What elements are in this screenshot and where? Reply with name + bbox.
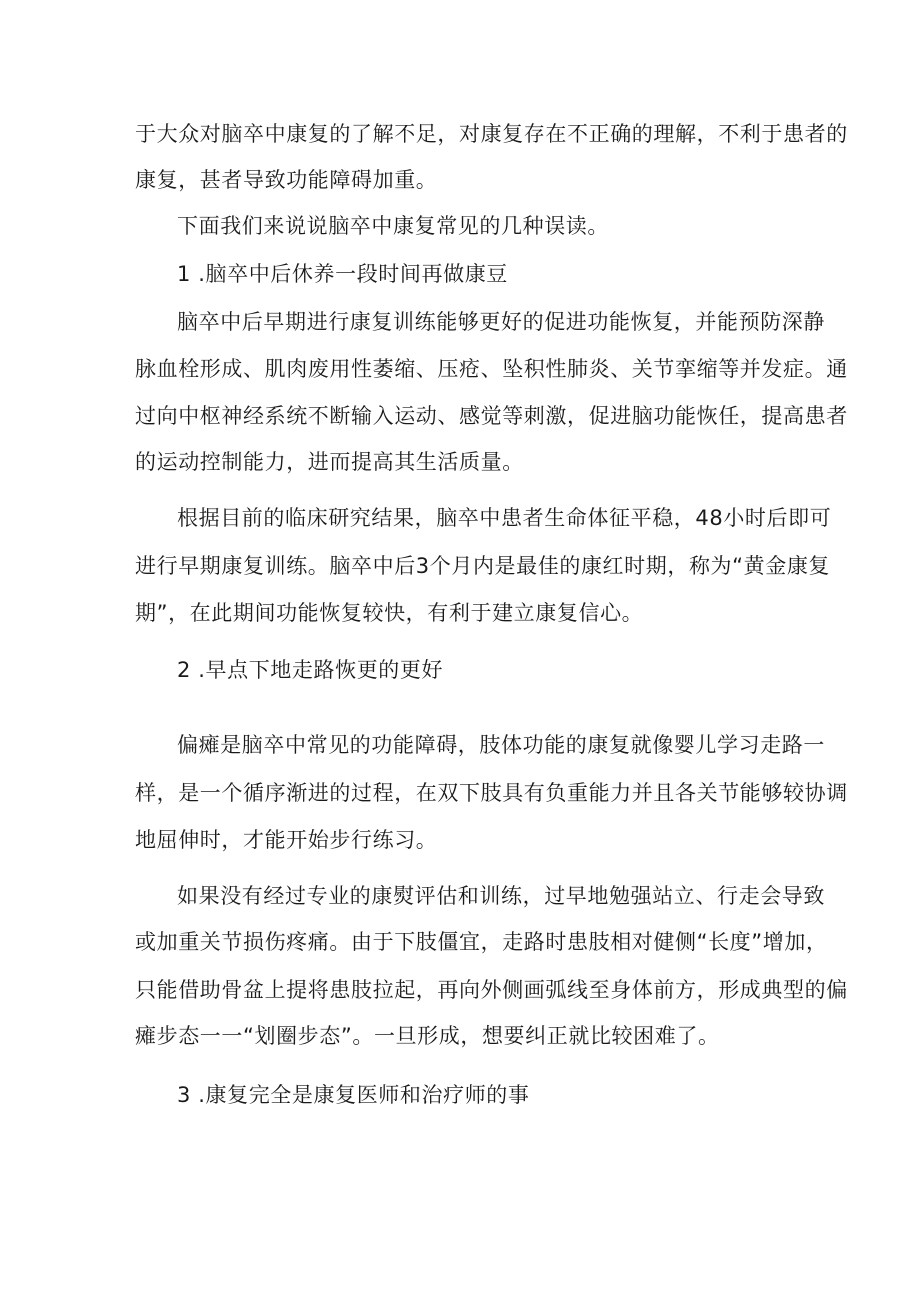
section-heading-3: 3 .康复完全是康复医师和治疗师的事 <box>177 1083 530 1107</box>
text-line: 只能借助骨盆上提将患肢拉起，再向外侧画弧线至身体前方，形成典型的偏 <box>135 978 848 1002</box>
text-line: 下面我们来说说脑卒中康复常见的几种误读。 <box>177 214 609 238</box>
text-line: 脉血栓形成、肌肉废用性萎缩、压疮、坠积性肺炎、关节挛缩等并发症。通 <box>135 357 848 381</box>
text-line: 根据目前的临床研究结果，脑卒中患者生命体征平稳，48小时后即可 <box>177 506 832 530</box>
text-line: 康复，甚者导致功能障碍加重。 <box>135 168 438 192</box>
text-line: 过向中枢神经系统不断输入运动、感觉等刺激，促进脑功能恢任，提高患者 <box>135 404 848 428</box>
text-line: 地屈伸时，才能开始步行练习。 <box>135 828 438 852</box>
text-line: 偏瘫是脑卒中常见的功能障碍，肢体功能的康复就像婴儿学习走路一 <box>177 733 825 757</box>
section-heading-2: 2 .早点下地走路恢更的更好 <box>177 658 444 682</box>
text-line: 脑卒中后早期进行康复训练能够更好的促进功能恢复，并能预防深静 <box>177 310 825 334</box>
text-line: 期”，在此期间功能恢复较快，有利于建立康复信心。 <box>135 601 644 625</box>
text-line: 如果没有经过专业的康熨评估和训练，过早地勉强站立、行走会导致 <box>177 884 825 908</box>
text-line: 于大众对脑卒中康复的了解不足，对康复存在不正确的理解，不利于患者的 <box>135 122 848 146</box>
text-line: 的运动控制能力，进而提高其生活质量。 <box>135 450 524 474</box>
section-heading-1: 1 .脑卒中后休养一段时间再做康豆 <box>177 262 508 286</box>
text-line: 样，是一个循序渐进的过程，在双下肢具有负重能力并且各关节能够较协调 <box>135 781 848 805</box>
text-line: 或加重关节损伤疼痛。由于下肢僵宜，走路时患肢相对健侧“长度”增加， <box>135 930 828 954</box>
text-line: 瘫步态一一“划圈步态”。一旦形成，想要纠正就比较困难了。 <box>135 1024 720 1048</box>
text-line: 进行早期康复训练。脑卒中后3个月内是最佳的康红时期，称为“黄金康复 <box>135 554 831 578</box>
